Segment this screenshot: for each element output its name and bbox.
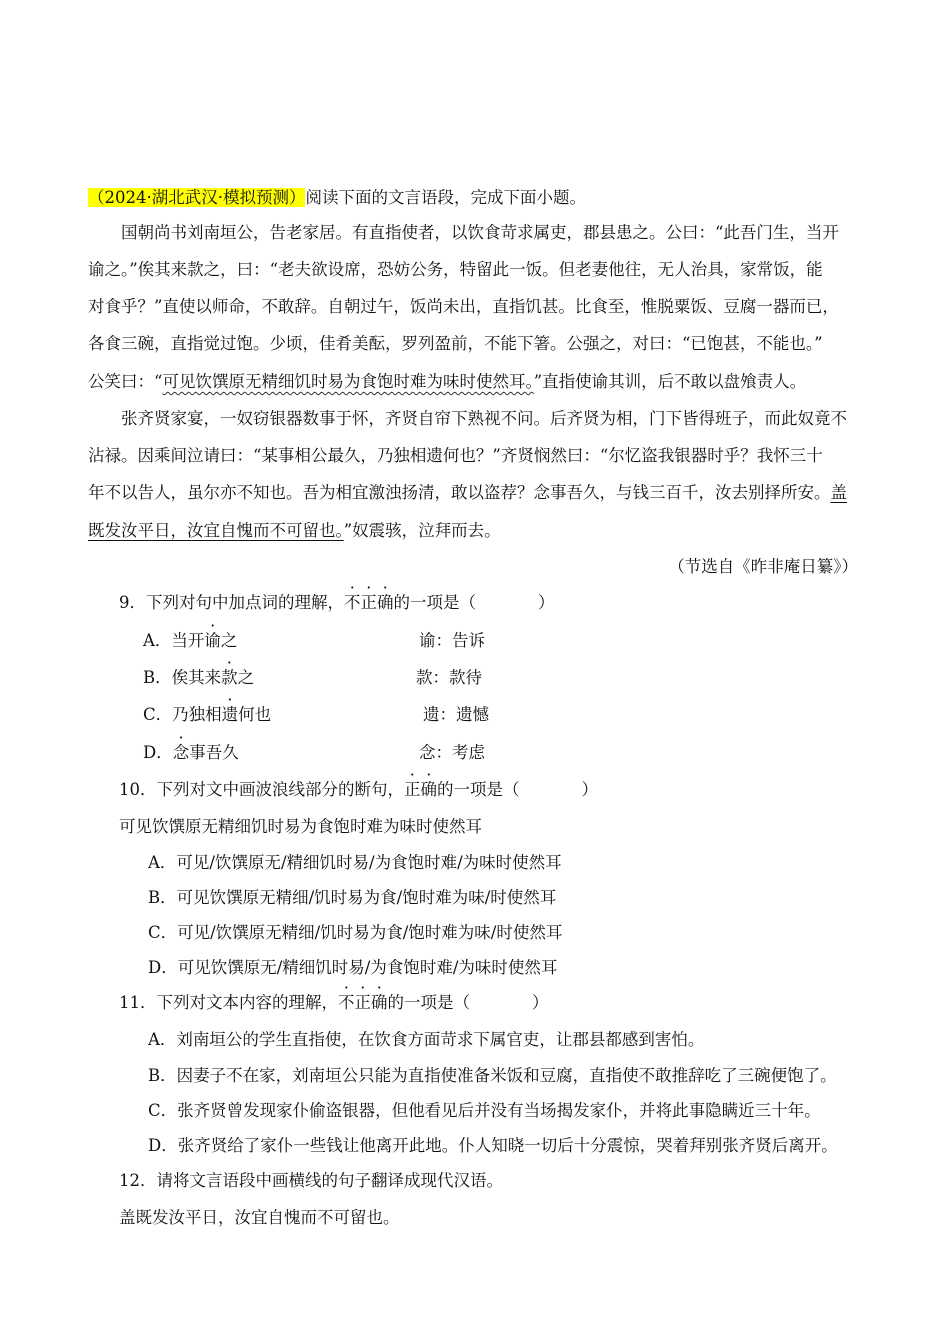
passage-line: 谕之。”俟其来款之，曰：“老夫欲设席，恐妨公务，特留此一饭。但老妻他往，无人治具，家常饭，能 <box>88 260 823 279</box>
q10-option-c[interactable]: C．可见/饮馔原无精细/饥时易为食/饱时难为味/时使然耳 <box>148 923 563 942</box>
option-text: 事吾久 <box>189 743 239 762</box>
q10-option-b[interactable]: B．可见饮馔原无精细/饥时易为食/饱时难为味/时使然耳 <box>148 888 557 907</box>
stem-text: 的一项是（ <box>387 993 470 1012</box>
option-gloss: 遗：遗憾 <box>423 705 489 724</box>
q10-sentence: 可见饮馔原无精细饥时易为食饱时难为味时使然耳 <box>119 817 482 836</box>
q9-option-d[interactable] <box>143 742 933 764</box>
emphasis-char: 谕 <box>204 631 221 650</box>
passage-text: ”直指使谕其训，后不敢以盘飧责人。 <box>533 372 807 391</box>
emphasis-char: 不 <box>344 593 361 612</box>
emphasis-char: 正 <box>404 780 421 799</box>
stem-text: 10．下列对文中画波浪线部分的断句， <box>119 780 404 799</box>
wavy-underlined-sentence: 可见饮馔原无精细饥时易为食饱时难为味时使然耳。 <box>162 372 534 391</box>
option-gloss: 款：款待 <box>416 668 482 687</box>
source-tag: （2024·湖北武汉·模拟预测） <box>88 188 306 207</box>
passage-text: 年不以告人，虽尔亦不知也。吾为相宜激浊扬清，敢以盗荐？念事吾久，与钱三百千，汝去别择所安。 <box>88 483 831 502</box>
option-text: D． <box>143 743 173 762</box>
passage-line: 张齐贤家宴，一奴窃银器数事于怀，齐贤自帘下熟视不问。后齐贤为相，门下皆得班子，而此奴竟不 <box>121 409 847 428</box>
passage-line: 各食三碗，直指觉过饱。少顷，佳肴美酝，罗列盈前，不能下箸。公强之，对曰：“已饱甚，不能也。” <box>88 334 823 353</box>
stem-text: 的一项是（ <box>437 780 520 799</box>
stem-text: ） <box>581 780 598 799</box>
stem-text: 的一项是（ <box>393 593 476 612</box>
underlined-sentence: 既发汝平日，汝宜自愧而不可留也。 <box>88 521 344 540</box>
option-gloss: 谕：告诉 <box>419 631 485 650</box>
option-text: A．当开 <box>143 631 205 650</box>
question-10-stem <box>119 779 909 801</box>
emphasis-char: 遗 <box>221 705 239 724</box>
question-11-stem <box>119 992 909 1014</box>
passage-line: 沾禄。因乘间泣请曰：“某事相公最久，乃独相遗何也？”齐贤悯然曰：“尔忆盗我银器时乎？我怀三十 <box>88 446 823 465</box>
intro-text: 阅读下面的文言语段，完成下面小题。 <box>305 188 586 207</box>
q11-option-b[interactable]: B．因妻子不在家，刘南垣公只能为直指使准备米饭和豆腐，直指使不敢推辞吃了三碗便饱了。 <box>148 1066 837 1085</box>
emphasis-char: 确 <box>377 593 394 612</box>
emphasis-char: 确 <box>371 993 388 1012</box>
passage-text: ”奴震骇，泣拜而去。 <box>343 521 501 540</box>
stem-text: 11．下列对文本内容的理解， <box>119 993 338 1012</box>
emphasis-char: 确 <box>420 780 437 799</box>
q10-option-d[interactable]: D．可见饮馔原无/精细饥时易/为食饱时难/为味时使然耳 <box>148 958 558 977</box>
option-text: 之 <box>237 668 255 687</box>
emphasis-char: 正 <box>360 593 377 612</box>
q9-option-b[interactable] <box>143 667 933 689</box>
q12-sentence: 盖既发汝平日，汝宜自愧而不可留也。 <box>119 1208 400 1227</box>
emphasis-char: 念 <box>172 743 190 762</box>
emphasis-char: 不 <box>338 993 355 1012</box>
passage-text: 公笑曰：“ <box>88 372 163 391</box>
stem-text: ） <box>532 993 549 1012</box>
intro-line <box>88 187 878 209</box>
emphasis-char: 正 <box>354 993 371 1012</box>
passage-line <box>88 520 878 542</box>
underlined-sentence: 盖 <box>830 483 847 502</box>
passage-source: （节选自《昨非庵日纂》） <box>668 557 858 576</box>
question-12-stem: 12．请将文言语段中画横线的句子翻译成现代汉语。 <box>119 1171 503 1190</box>
option-text: 之 <box>220 631 238 650</box>
q9-option-a[interactable] <box>143 630 933 652</box>
option-text: B．俟其来 <box>143 668 222 687</box>
option-text: C．乃独相 <box>143 705 222 724</box>
passage-line <box>88 482 878 504</box>
passage-line: 国朝尚书刘南垣公，告老家居。有直指使者，以饮食苛求属吏，郡县患之。公曰：“此吾门生，当开 <box>121 223 839 242</box>
option-text: 何也 <box>238 705 272 724</box>
option-gloss: 念：考虑 <box>419 743 485 762</box>
q11-option-c[interactable]: C．张齐贤曾发现家仆偷盗银器，但他看见后并没有当场揭发家仆，并将此事隐瞒近三十年。 <box>148 1101 821 1120</box>
q10-option-a[interactable]: A．可见/饮馔原无/精细饥时易/为食饱时难/为味时使然耳 <box>148 853 562 872</box>
q11-option-d[interactable]: D．张齐贤给了家仆一些钱让他离开此地。仆人知晓一切后十分震惊，哭着拜别张齐贤后离开。 <box>148 1136 838 1155</box>
stem-text: 9．下列对句中加点词的理解， <box>119 593 344 612</box>
q9-option-c[interactable] <box>143 704 933 726</box>
passage-line: 对食乎？”直使以师命，不敢辞。自朝过午，饭尚未出，直指饥甚。比食至，惟脱粟饭、豆腐一器而已， <box>88 297 839 316</box>
passage-line <box>88 371 878 393</box>
emphasis-char: 款 <box>221 668 238 687</box>
question-9-stem <box>119 592 909 614</box>
stem-text: ） <box>538 593 555 612</box>
q11-option-a[interactable]: A．刘南垣公的学生直指使，在饮食方面苛求下属官吏，让郡县都感到害怕。 <box>148 1030 705 1049</box>
